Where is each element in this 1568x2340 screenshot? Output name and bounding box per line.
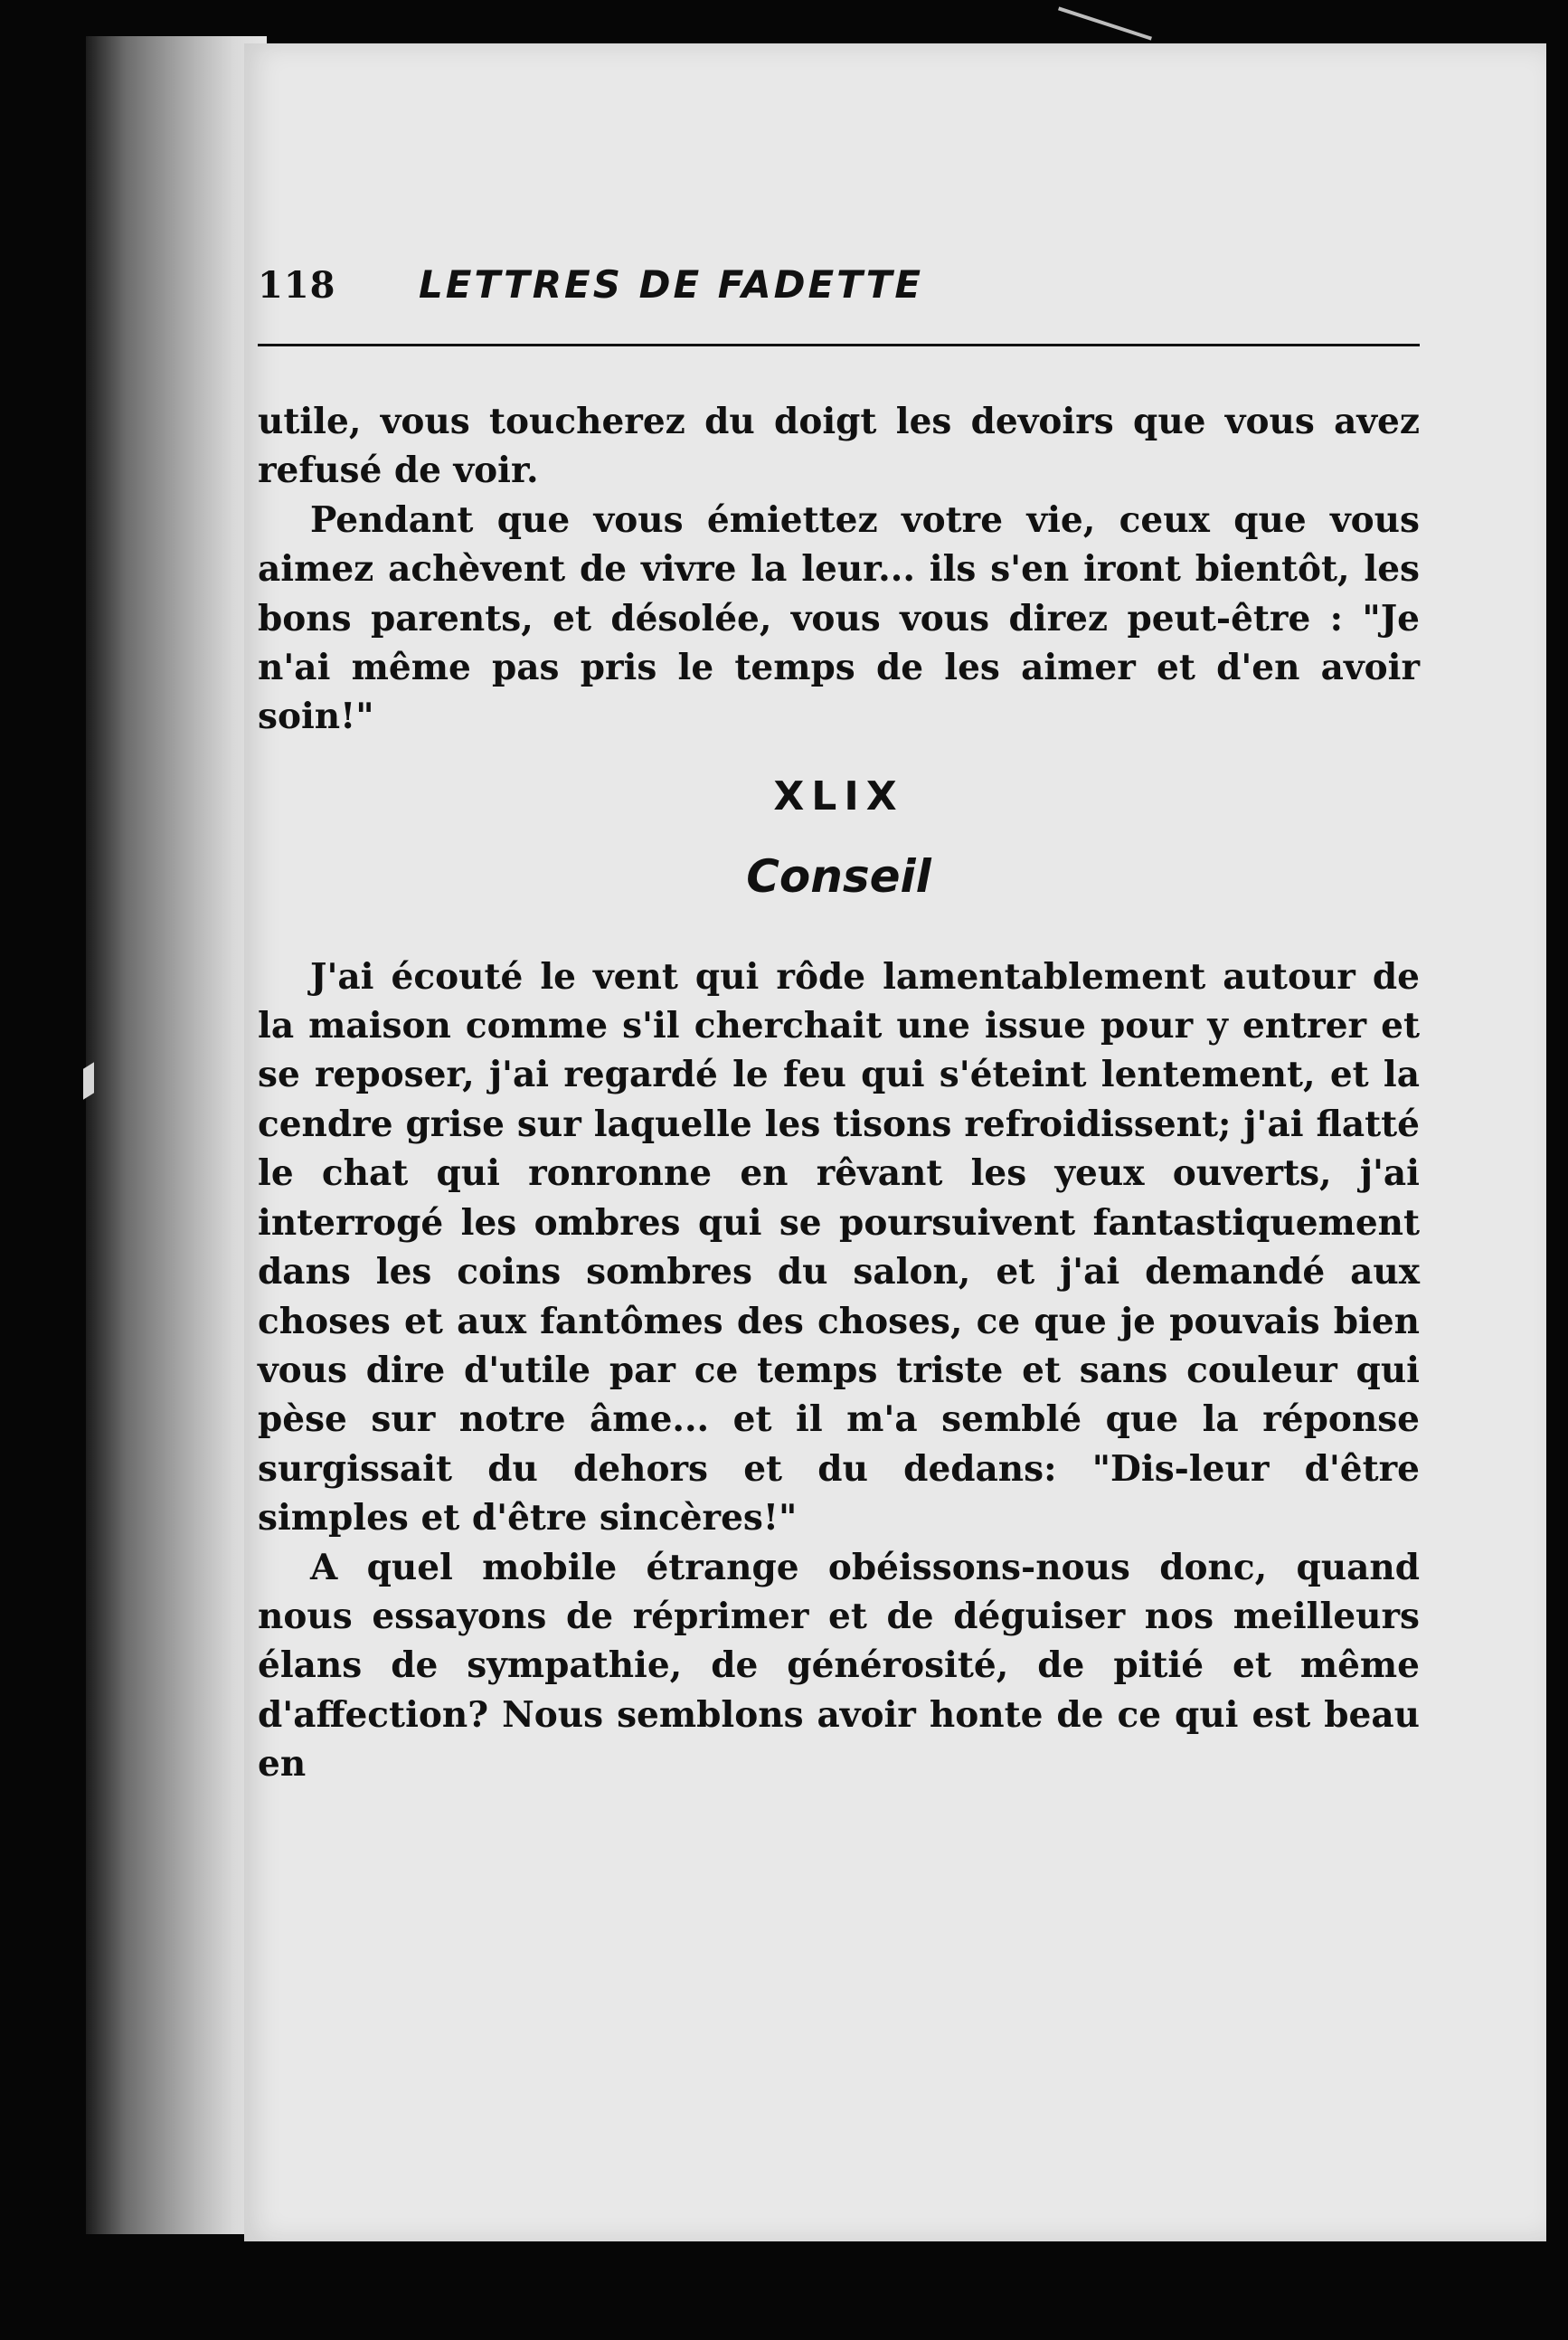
chapter-paragraph: J'ai écouté le vent qui rôde lamentablement autour de la maison comme s'il cherchait une issue pour y entrer et se reposer, j'ai regardé le feu qui s'éteint lentement, et la cendre grise sur laquelle les tisons refroidissent; j'ai flatté le chat qui ronronne en rêvant les yeux ouverts, j'ai interrogé les ombres qui se poursuivent fantastiquement dans les coins sombres du salon, et j'ai demandé aux choses et aux fantômes des choses, ce que je pouvais bien vous dire d'utile par ce temps triste et sans couleur qui pèse sur notre âme... et il m'a semblé que la réponse surgissait du dehors et du dedans: "Dis-leur d'être simples et d'être sincères!" — [258, 955, 1420, 1539]
page-body — [258, 397, 1420, 1789]
running-title: LETTRES DE FADETTE — [419, 262, 924, 307]
page-text-block — [258, 262, 1420, 1789]
header-rule — [258, 344, 1420, 346]
page-number: 118 — [258, 264, 336, 307]
opening-paragraph: Pendant que vous émiettez votre vie, ceux que vous aimez achèvent de vivre la leur... ils s'en iront bientôt, les bons parents, et désolée, vous vous direz peut-être : "Je n'ai même pas pris le temps de les aimer et d'en avoir soin!" — [258, 498, 1420, 738]
page-corner-mark — [1058, 6, 1152, 40]
chapter-paragraph: A quel mobile étrange obéissons-nous donc, quand nous essayons de réprimer et de déguiser nos meilleurs élans de sympathie, de générosité, de pitié et même d'affection? Nous semblons avoir honte de ce qui est beau en — [258, 1546, 1420, 1786]
book-page-edge — [86, 36, 267, 2234]
chapter-title: Conseil — [746, 850, 931, 904]
opening-paragraph: utile, vous toucherez du doigt les devoirs que vous avez refusé de voir. — [258, 401, 1420, 492]
running-head — [258, 262, 1420, 326]
chapter-number: XLIX — [773, 772, 904, 819]
